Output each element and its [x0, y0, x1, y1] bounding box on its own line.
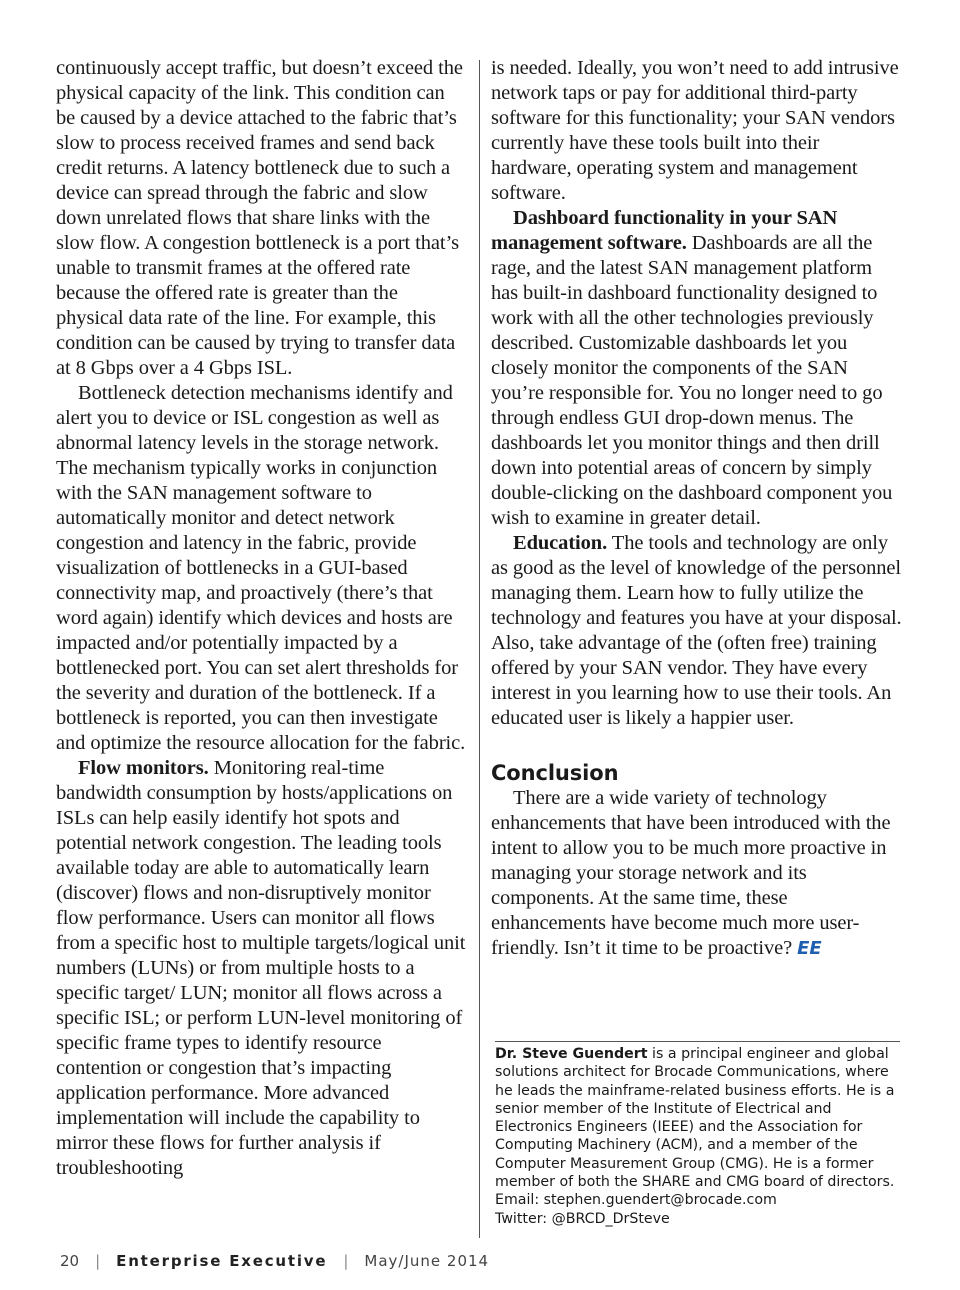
body-paragraph: Bottleneck detection mechanisms identify and alert you to device or ISL congestion as well as abnormal latency levels in the storage network. The mechanism typically works in conjunction with the SAN management software to automatically monitor and detect network congestion and latency in the fabric, provide visualization of bottlenecks in a GUI-based connectivity map, and proactively (there’s that word again) identify which devices and hosts are impacted and/or potentially impacted by a bottlenecked port. You can set alert thresholds for the severity and duration of the bottleneck. If a bottleneck is reported, you can then investigate and optimize the resource allocation for the fabric. [56, 382, 466, 754]
bio-text: is a principal engineer and global solutions architect for Brocade Communications, where he leads the mainframe-related business efforts. He is a senior member of the Institute of Electrical and Electronics Engineers (IEEE) and the Association for Computing Machinery (ACM), and a member of the Computer Measurement Group (CMG). He is a former member of both the SHARE and CMG board of directors. [495, 1046, 895, 1191]
footer-separator: | [95, 1252, 101, 1270]
issue-date: May/June 2014 [364, 1252, 490, 1270]
author-bio [495, 1045, 900, 1228]
dashboard-text: Dashboards are all the rage, and the latest SAN management platform has built-in dashboard functionality designed to work with all the other technologies previously described. Customizable dashboards let you closely monitor the components of the SAN you’re responsible for. You no longer need to go through endless GUI drop-down menus. The dashboards let you monitor things and then drill down into potential areas of concern by simply double-clicking on the dashboard component you wish to examine in greater detail. [491, 232, 893, 529]
education-paragraph [491, 531, 903, 731]
left-column [56, 56, 466, 1181]
dashboard-heading: Dashboard functionality in your SAN management software. [491, 207, 838, 254]
flow-monitors-heading: Flow monitors. [78, 757, 209, 779]
body-paragraph: is needed. Ideally, you won’t need to add intrusive network taps or pay for additional third-party software for this functionality; your SAN vendors currently have these tools built into their hardware, operating system and management software. [491, 57, 899, 204]
education-heading: Education. [513, 532, 608, 554]
flow-monitors-text: Monitoring real-time bandwidth consumption by hosts/applications on ISLs can help easily identify hot spots and potential network congestion. The leading tools available today are able to automatically learn (discover) flows and non-disruptively monitor flow performance. Users can monitor all flows from a specific host to multiple targets/logical unit numbers (LUNs) or from multiple hosts to a specific target/ LUN; monitor all flows across a specific ISL; or perform LUN-level monitoring of specific frame types to identify resource contention or congestion that’s impacting application performance. More advanced implementation will include the capability to mirror these flows for further analysis if troubleshooting [56, 757, 466, 1179]
right-column [491, 56, 903, 961]
conclusion-heading: Conclusion [491, 761, 619, 785]
flow-monitors-paragraph [56, 756, 466, 1181]
body-paragraph: continuously accept traffic, but doesn’t exceed the physical capacity of the link. This condition can be caused by a device attached to the fabric that’s slow to process received frames and send back credit returns. A latency bottleneck due to such a device can spread through the fabric and slow down unrelated flows that share links with the slow flow. A congestion bottleneck is a port that’s unable to transmit frames at the offered rate because the offered rate is greater than the physical data rate of the line. For example, this condition can be caused by trying to transfer data at 8 Gbps over a 4 Gbps ISL. [56, 57, 463, 379]
page-number: 20 [60, 1252, 80, 1270]
column-divider [479, 60, 480, 1238]
page-footer [60, 1250, 489, 1272]
education-text: The tools and technology are only as good as the level of knowledge of the personnel managing them. Learn how to fully utilize the technology and features you have at your disposal. Also, take advantage of the (often free) training offered by your SAN vendor. They have every interest in you learning how to use their tools. An educated user is likely a happier user. [491, 532, 902, 729]
magazine-title: Enterprise Executive [116, 1252, 328, 1270]
dashboard-paragraph [491, 206, 903, 531]
footer-separator: | [343, 1252, 349, 1270]
author-twitter[interactable]: Twitter: @BRCD_DrSteve [495, 1210, 670, 1227]
bio-paragraph [495, 1045, 900, 1191]
author-email[interactable]: Email: stephen.guendert@brocade.com [495, 1192, 777, 1209]
author-name: Dr. Steve Guendert [495, 1046, 648, 1062]
bio-divider [495, 1041, 900, 1042]
end-mark-icon: EE [797, 938, 822, 959]
conclusion-text: There are a wide variety of technology enhancements that have been introduced with the intent to allow you to be much more proactive in managing your storage network and its components. At the same time, these enhancements have become much more user-friendly. Isn’t it time to be proactive? [491, 787, 891, 959]
conclusion-paragraph [491, 786, 903, 961]
